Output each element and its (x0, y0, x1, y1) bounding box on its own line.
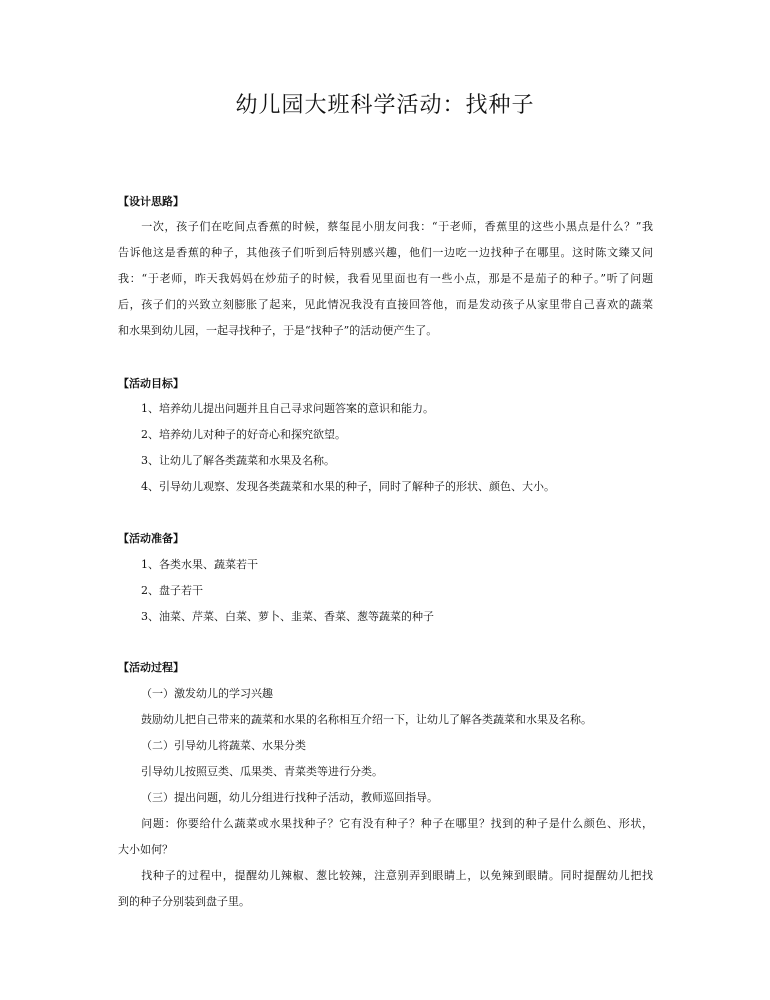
goal-item-3: 3、让幼儿了解各类蔬菜和水果及名称。 (141, 454, 335, 467)
process-step1-body: 鼓励幼儿把自己带来的蔬菜和水果的名称相互介绍一下，让幼儿了解各类蔬菜和水果及名称。 (141, 713, 592, 726)
process-question-line-1: 问题：你要给什么蔬菜或水果找种子？它有没有种子？种子在哪里？找到的种子是什么颜色、形状， (118, 817, 653, 830)
process-step2-title: （二）引导幼儿将蔬菜、水果分类 (141, 739, 306, 752)
design-line-2: 告诉他这是香蕉的种子，其他孩子们听到后特别感兴趣，他们一边吃一边找种子在哪里。这时陈文臻又问 (118, 246, 653, 259)
process-search-line-2: 到的种子分别装到盘子里。 (118, 895, 250, 908)
goal-item-4: 4、引导幼儿观察、发现各类蔬菜和水果的种子，同时了解种子的形状、颜色、大小。 (141, 480, 555, 493)
design-line-5: 和水果到幼儿园，一起寻找种子，于是“找种子”的活动便产生了。 (118, 324, 438, 337)
section-heading-process: 【活动过程】 (118, 661, 184, 674)
process-step3-title: （三）提出问题，幼儿分组进行找种子活动，教师巡回指导。 (141, 791, 438, 804)
design-line-1: 一次，孩子们在吃间点香蕉的时候，蔡玺昆小朋友问我：“于老师，香蕉里的这些小黑点是什么？”我 (118, 220, 653, 233)
prep-item-3: 3、油菜、芹菜、白菜、萝卜、韭菜、香菜、葱等蔬菜的种子 (141, 610, 434, 623)
section-heading-design: 【设计思路】 (118, 195, 184, 208)
page-title: 幼儿园大班科学活动：找种子 (235, 93, 535, 118)
section-heading-goals: 【活动目标】 (118, 377, 184, 390)
goal-item-1: 1、培养幼儿提出问题并且自己寻求问题答案的意识和能力。 (141, 402, 434, 415)
process-step2-body: 引导幼儿按照豆类、瓜果类、青菜类等进行分类。 (141, 765, 383, 778)
prep-item-2: 2、盘子若干 (141, 584, 203, 597)
prep-item-1: 1、各类水果、蔬菜若干 (141, 558, 258, 571)
design-line-3: 我：“于老师，昨天我妈妈在炒茄子的时候，我看见里面也有一些小点，那是不是茄子的种子。”听了问题 (118, 272, 653, 285)
process-search-line-1: 找种子的过程中，提醒幼儿辣椒、葱比较辣，注意别弄到眼睛上，以免辣到眼睛。同时提醒幼儿把找 (118, 869, 653, 882)
goal-item-2: 2、培养幼儿对种子的好奇心和探究欲望。 (141, 428, 346, 441)
process-question-line-2: 大小如何？ (118, 843, 173, 856)
section-heading-prep: 【活动准备】 (118, 532, 184, 545)
design-line-4: 后，孩子们的兴致立刻膨胀了起来，见此情况我没有直接回答他，而是发动孩子从家里带自己喜欢的蔬菜 (118, 298, 653, 311)
process-step1-title: （一）激发幼儿的学习兴趣 (141, 687, 273, 700)
